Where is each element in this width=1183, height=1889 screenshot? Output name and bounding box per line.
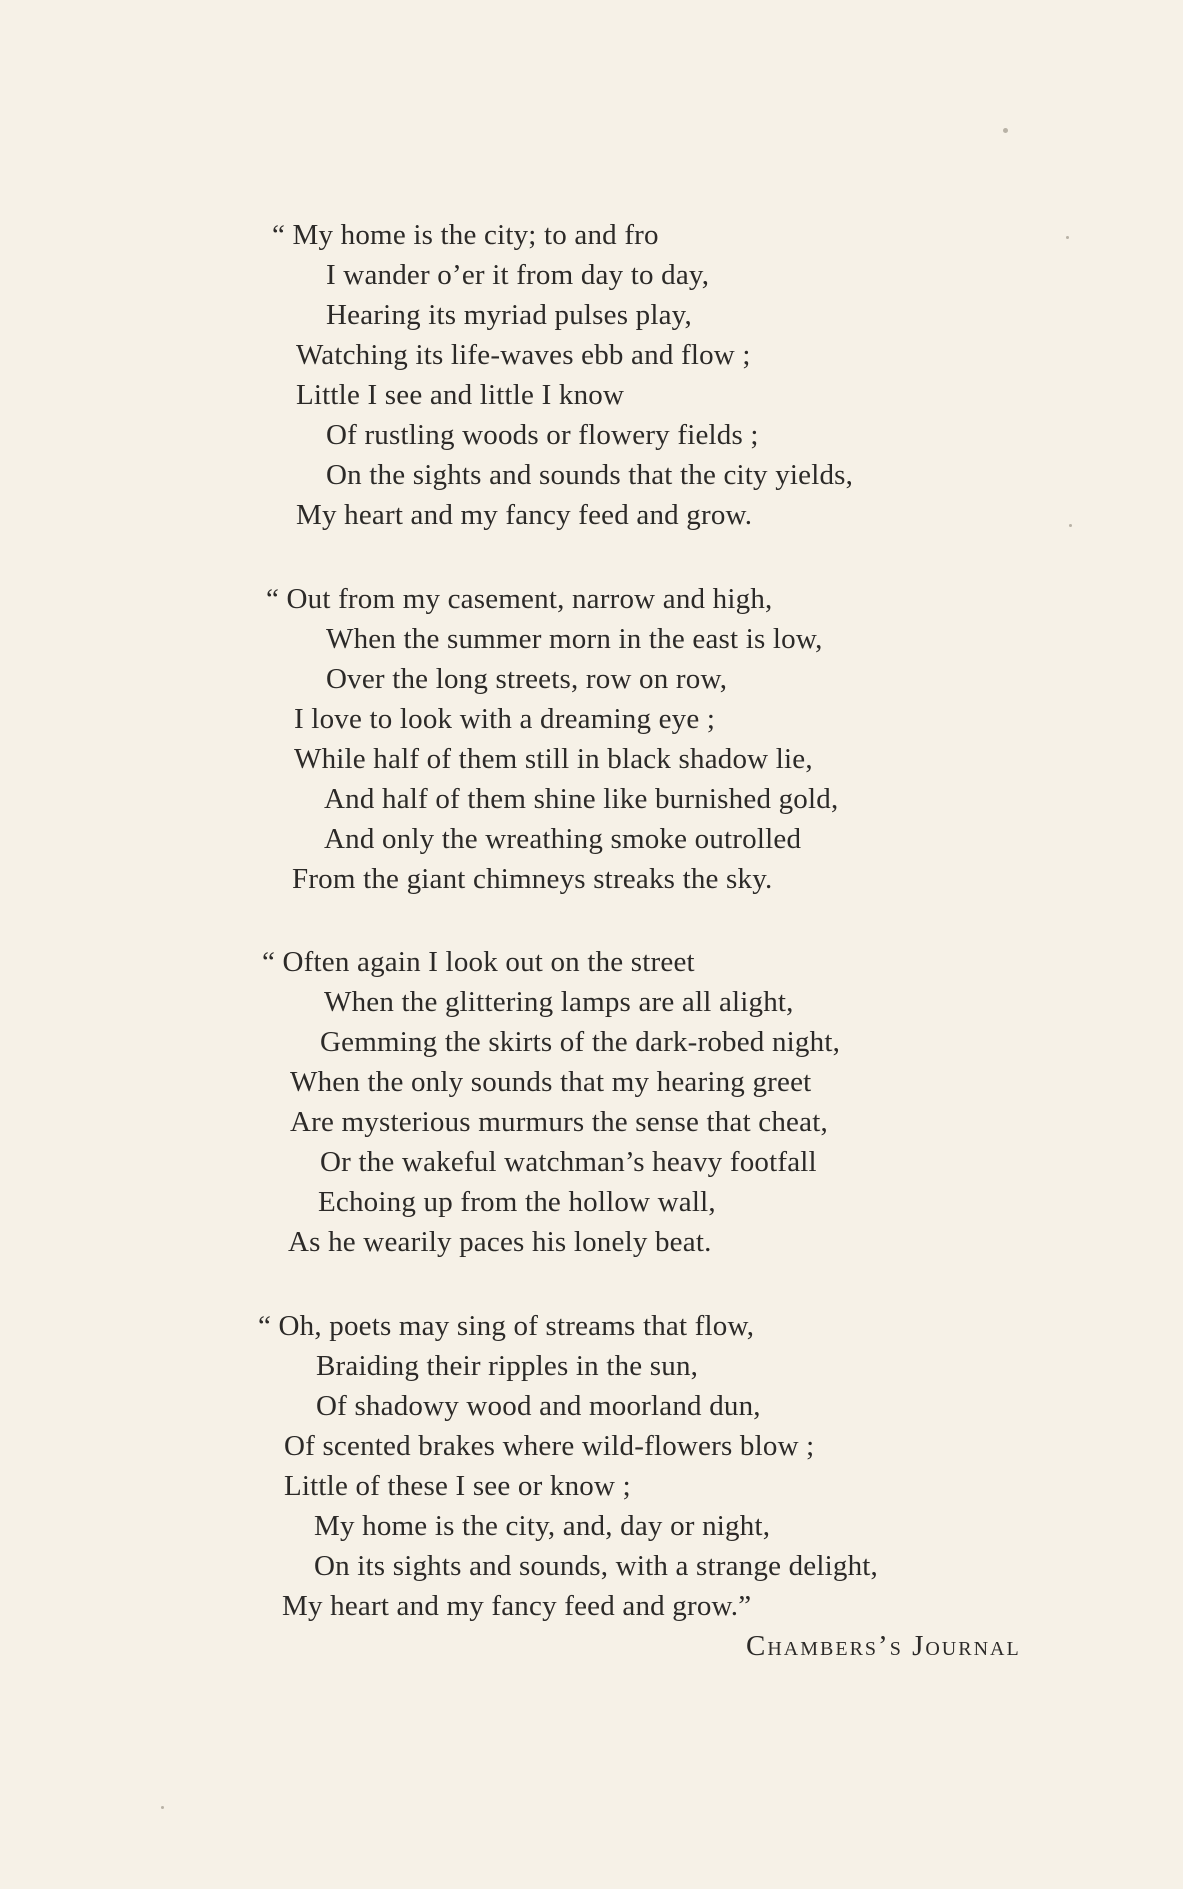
poem-line: Little I see and little I know [296,379,625,411]
poem-line: Echoing up from the hollow wall, [318,1186,716,1218]
poem-line: And only the wreathing smoke outrolled [324,823,802,855]
poem-line: And half of them shine like burnished gold, [324,783,839,815]
poem-line: I love to look with a dreaming eye ; [294,703,716,735]
poem-line: Of rustling woods or flowery fields ; [326,419,759,451]
poem-line: “ Oh, poets may sing of streams that flow, [258,1310,755,1342]
poem-line: “ Out from my casement, narrow and high, [266,583,773,615]
poem-line: My home is the city, and, day or night, [314,1510,771,1542]
poem-line: Are mysterious murmurs the sense that cheat, [290,1106,828,1138]
poem-line: My heart and my fancy feed and grow. [296,499,753,531]
poem-line: On the sights and sounds that the city yields, [326,459,854,491]
poem-line: On its sights and sounds, with a strange delight, [314,1550,878,1582]
poem-line: Or the wakeful watchman’s heavy footfall [320,1146,817,1178]
poem-line: As he wearily paces his lonely beat. [288,1226,712,1258]
paper-speck [1003,128,1008,133]
poem-line: When the glittering lamps are all alight, [324,986,794,1018]
attribution: Chambers’s Journal [746,1630,1021,1662]
poem-line: Gemming the skirts of the dark-robed night, [320,1026,841,1058]
poem-line: When the summer morn in the east is low, [326,623,823,655]
poem-line: “ My home is the city; to and fro [272,219,659,251]
poem-line: I wander o’er it from day to day, [326,259,710,291]
poem-line: My heart and my fancy feed and grow.” [282,1590,752,1622]
poem-line: From the giant chimneys streaks the sky. [292,863,773,895]
poem-line: Of scented brakes where wild-flowers blow ; [284,1430,815,1462]
poem-line: Hearing its myriad pulses play, [326,299,692,331]
poem-line: Little of these I see or know ; [284,1470,631,1502]
poem-line: Watching its life-waves ebb and flow ; [296,339,751,371]
paper-speck [161,1806,164,1809]
poem-line: “ Often again I look out on the street [262,946,695,978]
paper-speck [1069,524,1072,527]
poem-line: Braiding their ripples in the sun, [316,1350,699,1382]
poem-line: Of shadowy wood and moorland dun, [316,1390,761,1422]
poem-line: Over the long streets, row on row, [326,663,728,695]
poem-line: While half of them still in black shadow lie, [294,743,813,775]
poem-line: When the only sounds that my hearing greet [290,1066,812,1098]
paper-speck [1066,236,1069,239]
